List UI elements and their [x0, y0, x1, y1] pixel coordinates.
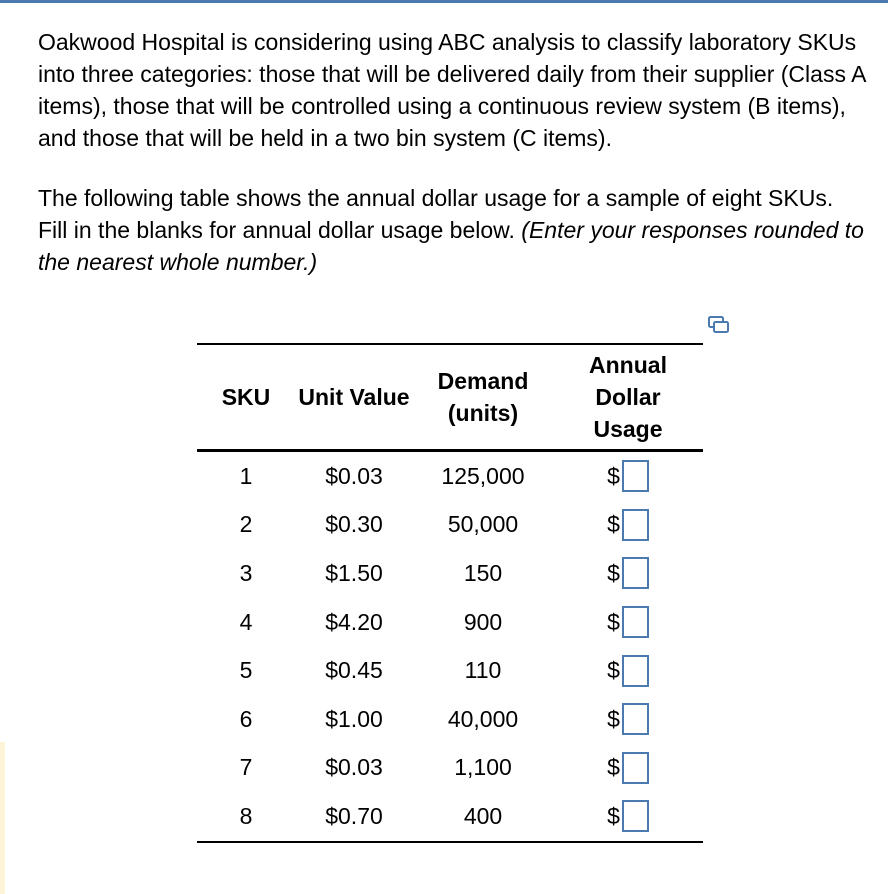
table-row	[197, 501, 703, 550]
header-usage-line2: Dollar	[595, 384, 661, 410]
unit-value-cell: $4.20	[325, 608, 383, 635]
header-unit-value: Unit Value	[298, 384, 410, 410]
header-usage-line1: Annual	[589, 352, 667, 378]
unit-value-cell: $0.70	[325, 802, 383, 829]
usage-answer-input-7[interactable]	[622, 752, 649, 784]
unit-value-cell: $0.03	[325, 754, 383, 781]
table-header-row	[197, 344, 703, 451]
sku-cell: 5	[239, 657, 253, 684]
unit-value-cell: $0.45	[325, 657, 383, 684]
table-row	[197, 646, 703, 695]
dollar-sign: $	[607, 754, 620, 781]
demand-cell: 40,000	[447, 705, 519, 732]
table-row	[197, 598, 703, 647]
header-usage-line3: Usage	[593, 416, 663, 442]
header-sku: SKU	[221, 384, 271, 410]
sku-cell: 6	[239, 705, 253, 732]
dollar-sign: $	[607, 657, 620, 684]
unit-value-cell: $1.00	[325, 705, 383, 732]
demand-cell: 110	[464, 657, 502, 684]
demand-cell: 400	[463, 802, 503, 829]
usage-answer-input-2[interactable]	[622, 509, 649, 541]
usage-answer-input-6[interactable]	[622, 703, 649, 735]
question-body	[38, 26, 868, 278]
instructions-text: The following table shows the annual dollar usage for a sample of eight SKUs. Fill in the blanks for annual dollar usage below.	[38, 185, 834, 243]
dollar-sign: $	[607, 559, 620, 586]
usage-cell	[553, 598, 703, 647]
unit-value-cell: $1.50	[325, 559, 383, 586]
header-demand-line2: (units)	[447, 400, 519, 426]
top-border	[0, 0, 888, 3]
header-annual-dollar-usage	[553, 344, 703, 451]
table-row	[197, 744, 703, 793]
sku-cell: 3	[239, 559, 253, 586]
usage-cell	[553, 792, 703, 842]
table-row	[197, 451, 703, 501]
sku-cell: 8	[239, 802, 253, 829]
table-row	[197, 549, 703, 598]
dollar-sign: $	[607, 608, 620, 635]
usage-answer-input-5[interactable]	[622, 655, 649, 687]
copy-table-icon[interactable]	[706, 313, 732, 335]
sku-cell: 2	[239, 511, 253, 538]
question-paragraph-2	[38, 182, 868, 278]
usage-answer-input-3[interactable]	[622, 557, 649, 589]
usage-cell	[553, 451, 703, 501]
usage-cell	[553, 501, 703, 550]
usage-table	[197, 343, 703, 843]
left-highlight-strip	[0, 742, 5, 894]
header-demand-line1: Demand	[437, 368, 529, 394]
table-row	[197, 792, 703, 842]
usage-cell	[553, 549, 703, 598]
usage-answer-input-8[interactable]	[622, 800, 649, 832]
question-paragraph-1: Oakwood Hospital is considering using ABC analysis to classify laboratory SKUs into three categories: those that will be delivered daily from their supplier (Class A items), those that will be controlled using a continuous review system (B items), and those that will be held in a two bin system (C items).	[38, 29, 866, 151]
rounding-instruction: (Enter your responses rounded to the nearest whole number.)	[38, 217, 864, 275]
demand-cell: 1,100	[454, 754, 512, 781]
demand-cell: 150	[463, 559, 503, 586]
table-row	[197, 695, 703, 744]
usage-cell	[553, 744, 703, 793]
usage-cell	[553, 646, 703, 695]
demand-cell: 900	[463, 608, 503, 635]
unit-value-cell: $0.30	[325, 511, 383, 538]
demand-cell: 125,000	[441, 462, 525, 489]
sku-cell: 1	[239, 462, 253, 489]
sku-cell: 4	[239, 608, 253, 635]
dollar-sign: $	[607, 511, 620, 538]
dollar-sign: $	[607, 705, 620, 732]
usage-answer-input-4[interactable]	[622, 606, 649, 638]
unit-value-cell: $0.03	[325, 462, 383, 489]
dollar-sign: $	[607, 462, 620, 489]
demand-cell: 50,000	[447, 511, 519, 538]
usage-cell	[553, 695, 703, 744]
dollar-sign: $	[607, 802, 620, 829]
header-demand	[413, 344, 553, 451]
usage-answer-input-1[interactable]	[622, 460, 649, 492]
sku-cell: 7	[239, 754, 253, 781]
